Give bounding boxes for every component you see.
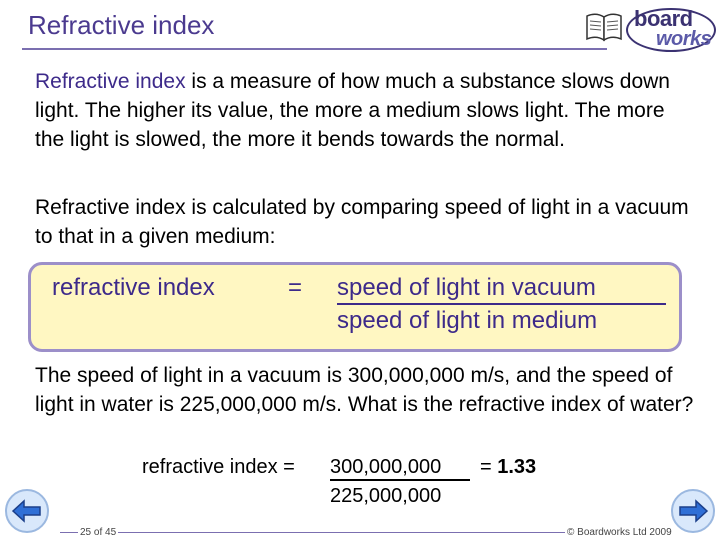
formula-numerator: speed of light in vacuum: [337, 274, 596, 301]
calc-denominator: 225,000,000: [330, 485, 442, 507]
boardworks-logo: [626, 6, 718, 54]
formula-equals: =: [288, 274, 303, 301]
page-number: 25 of 45: [80, 527, 117, 538]
slide-title: Refractive index: [28, 10, 215, 40]
calc-result-value: 1.33: [497, 456, 537, 478]
header-rule: [22, 48, 607, 50]
logo-works-text: works: [656, 28, 712, 50]
intro-paragraph: [35, 67, 695, 154]
calc-fraction-line: [330, 479, 470, 481]
calc-label: refractive index =: [142, 456, 295, 478]
previous-slide-button[interactable]: [4, 488, 50, 534]
calc-numerator: 300,000,000: [330, 456, 442, 478]
question-paragraph: The speed of light in a vacuum is 300,000,000 m/s, and the speed of light in water is 225,000,000 m/s. What is the refractive index of water?: [35, 364, 694, 416]
formula-fraction-line: [337, 303, 666, 305]
calc-result-equals: =: [480, 456, 492, 478]
slide-header: [0, 0, 720, 56]
formula-label: refractive index: [52, 274, 215, 301]
book-icon: [584, 10, 624, 44]
logo-board-text: board: [634, 6, 693, 31]
formula-denominator: speed of light in medium: [337, 307, 598, 334]
term-highlight: Refractive index: [35, 70, 186, 93]
intro-text: is a measure of how much a substance slows down light. The higher its value, the more a medium slows light. The more the light is slowed, the more it bends towards the normal.: [35, 70, 670, 151]
calculation-paragraph: Refractive index is calculated by comparing speed of light in a vacuum to that in a given medium:: [35, 196, 689, 248]
calc-result: [480, 456, 536, 479]
next-slide-button[interactable]: [670, 488, 716, 534]
copyright: © Boardworks Ltd 2009: [567, 527, 672, 538]
